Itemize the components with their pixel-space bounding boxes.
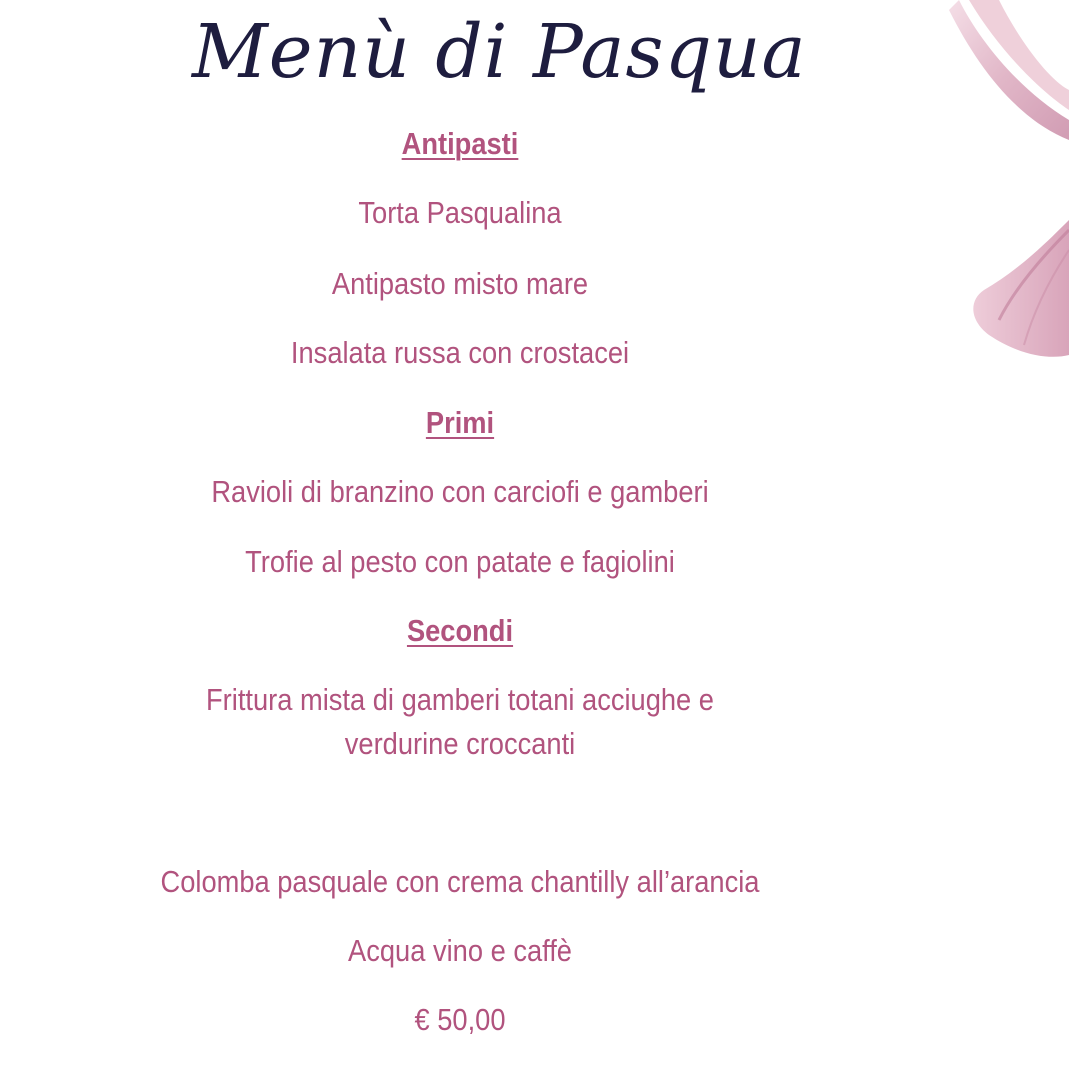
menu-item: verdurine croccanti [344, 726, 576, 761]
menu-title: Menù di Pasqua [192, 9, 807, 95]
menu-item: Trofie al pesto con patate e fagiolini [245, 544, 675, 579]
pink-ribbon-icon [939, 0, 1069, 370]
menu-item: Insalata russa con crostacei [290, 335, 630, 370]
menu-item: Ravioli di branzino con carciofi e gamberi [211, 474, 709, 509]
menu-item: Antipasto misto mare [331, 266, 589, 301]
section-heading-antipasti: Antipasti [401, 126, 519, 161]
menu-item: Frittura mista di gamberi totani acciughe e [206, 682, 714, 717]
section-heading-secondi: Secondi [406, 613, 514, 648]
drinks-item: Acqua vino e caffè [348, 933, 572, 968]
menu-item: Torta Pasqualina [358, 195, 562, 230]
section-heading-primi: Primi [425, 405, 495, 440]
dessert-item: Colomba pasquale con crema chantilly all’arancia [160, 864, 760, 899]
price-label: € 50,00 [414, 1002, 506, 1037]
